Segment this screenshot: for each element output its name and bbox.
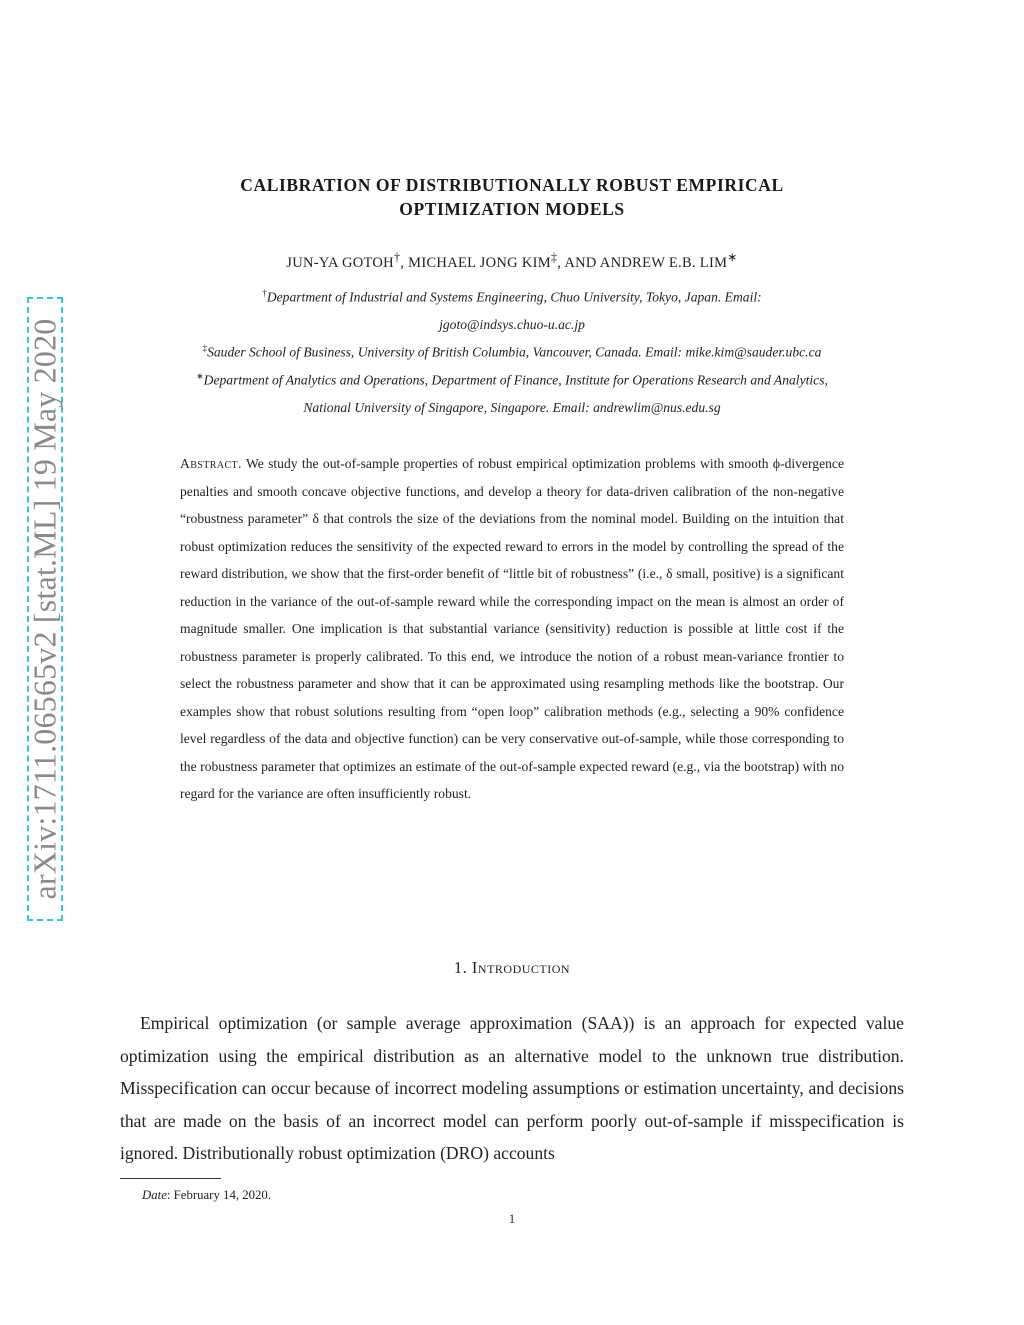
affiliation-3	[110, 363, 914, 422]
affiliation-mark: ∗	[196, 371, 204, 381]
footnote-text: : February 14, 2020.	[166, 1188, 272, 1202]
footnote	[142, 1188, 271, 1203]
affiliation-text: Department of Industrial and Systems Engineering, Chuo University, Tokyo, Japan. Email:	[266, 289, 762, 305]
abstract-heading: Abstract.	[180, 456, 242, 471]
affiliation-1	[110, 280, 914, 339]
section-title: Introduction	[471, 958, 571, 977]
page-number: 1	[508, 1212, 516, 1226]
paper-title	[150, 173, 874, 221]
affiliation-mark: ‡	[202, 343, 208, 353]
affiliation-text: Sauder School of Business, University of British Columbia, Vancouver, Canada. Email: mike.kim@sauder.ubc.ca	[207, 344, 822, 360]
abstract	[180, 450, 844, 808]
section-heading	[120, 958, 904, 978]
author-list	[150, 250, 874, 272]
affiliation-text: Department of Analytics and Operations, Department of Finance, Institute for Operations Research and Analytics,	[203, 372, 828, 388]
arxiv-stamp-box	[27, 297, 63, 921]
author-3-mark: ∗	[727, 250, 738, 264]
author-1-mark: †	[393, 250, 401, 264]
author-1: JUN-YA GOTOH	[286, 254, 394, 271]
abstract-body: We study the out-of-sample properties of robust empirical optimization problems with smooth ϕ-divergence penalties and smooth concave objective functions, and develop a theory for data-driven calibration of the non-negative “robustness parameter” δ that controls the size of the deviations from the nominal model. Building on the intuition that robust optimization reduces the sensitivity of the expected reward to errors in the model by controlling the spread of the reward distribution, we show that the first-order benefit of “little bit of robustness” (i.e., δ small, positive) is a significant reduction in the variance of the out-of-sample reward while the corresponding impact on the mean is almost an order of magnitude smaller. One implication is that substantial variance (sensitivity) reduction is possible at little cost if the robustness parameter is properly calibrated. To this end, we introduce the notion of a robust mean-variance frontier to select the robustness parameter and show that it can be approximated using resampling methods like the bootstrap. Our examples show that robust solutions resulting from “open loop” calibration methods (e.g., selecting a 90% confidence level regardless of the data and objective function) can be very conservative out-of-sample, while those corresponding to the robustness parameter that optimizes an estimate of the out-of-sample expected reward (e.g., via the bootstrap) with no regard for the variance are often insufficiently robust.	[180, 456, 844, 801]
author-2: MICHAEL JONG KIM	[408, 254, 551, 271]
affiliation-2	[110, 335, 914, 366]
affiliation-email: National University of Singapore, Singapore. Email: andrewlim@nus.edu.sg	[303, 400, 721, 416]
title-line-2: OPTIMIZATION MODELS	[399, 199, 625, 219]
affiliation-mark: †	[262, 288, 267, 298]
author-3: ANDREW E.B. LIM	[599, 254, 728, 271]
arxiv-stamp: arXiv:1711.06565v2 [stat.ML] 19 May 2020	[26, 318, 63, 900]
affiliation-email: jgoto@indsys.chuo-u.ac.jp	[439, 317, 585, 333]
author-2-mark: ‡	[550, 250, 558, 264]
footnote-rule	[120, 1178, 221, 1179]
title-line-1: CALIBRATION OF DISTRIBUTIONALLY ROBUST EMPIRICAL	[240, 175, 784, 195]
footnote-label: Date	[142, 1188, 167, 1202]
author-sep: , AND	[557, 254, 600, 271]
section-number: 1.	[453, 958, 468, 977]
intro-paragraph: Empirical optimization (or sample average approximation (SAA)) is an approach for expected value optimization using the empirical distribution as an alternative model to the unknown true distribution. Misspecification can occur because of incorrect modeling assumptions or estimation uncertainty, and decisions that are made on the basis of an incorrect model can perform poorly out-of-sample if misspecification is ignored. Distributionally robust optimization (DRO) accounts	[120, 1013, 904, 1163]
author-sep: ,	[400, 254, 409, 271]
